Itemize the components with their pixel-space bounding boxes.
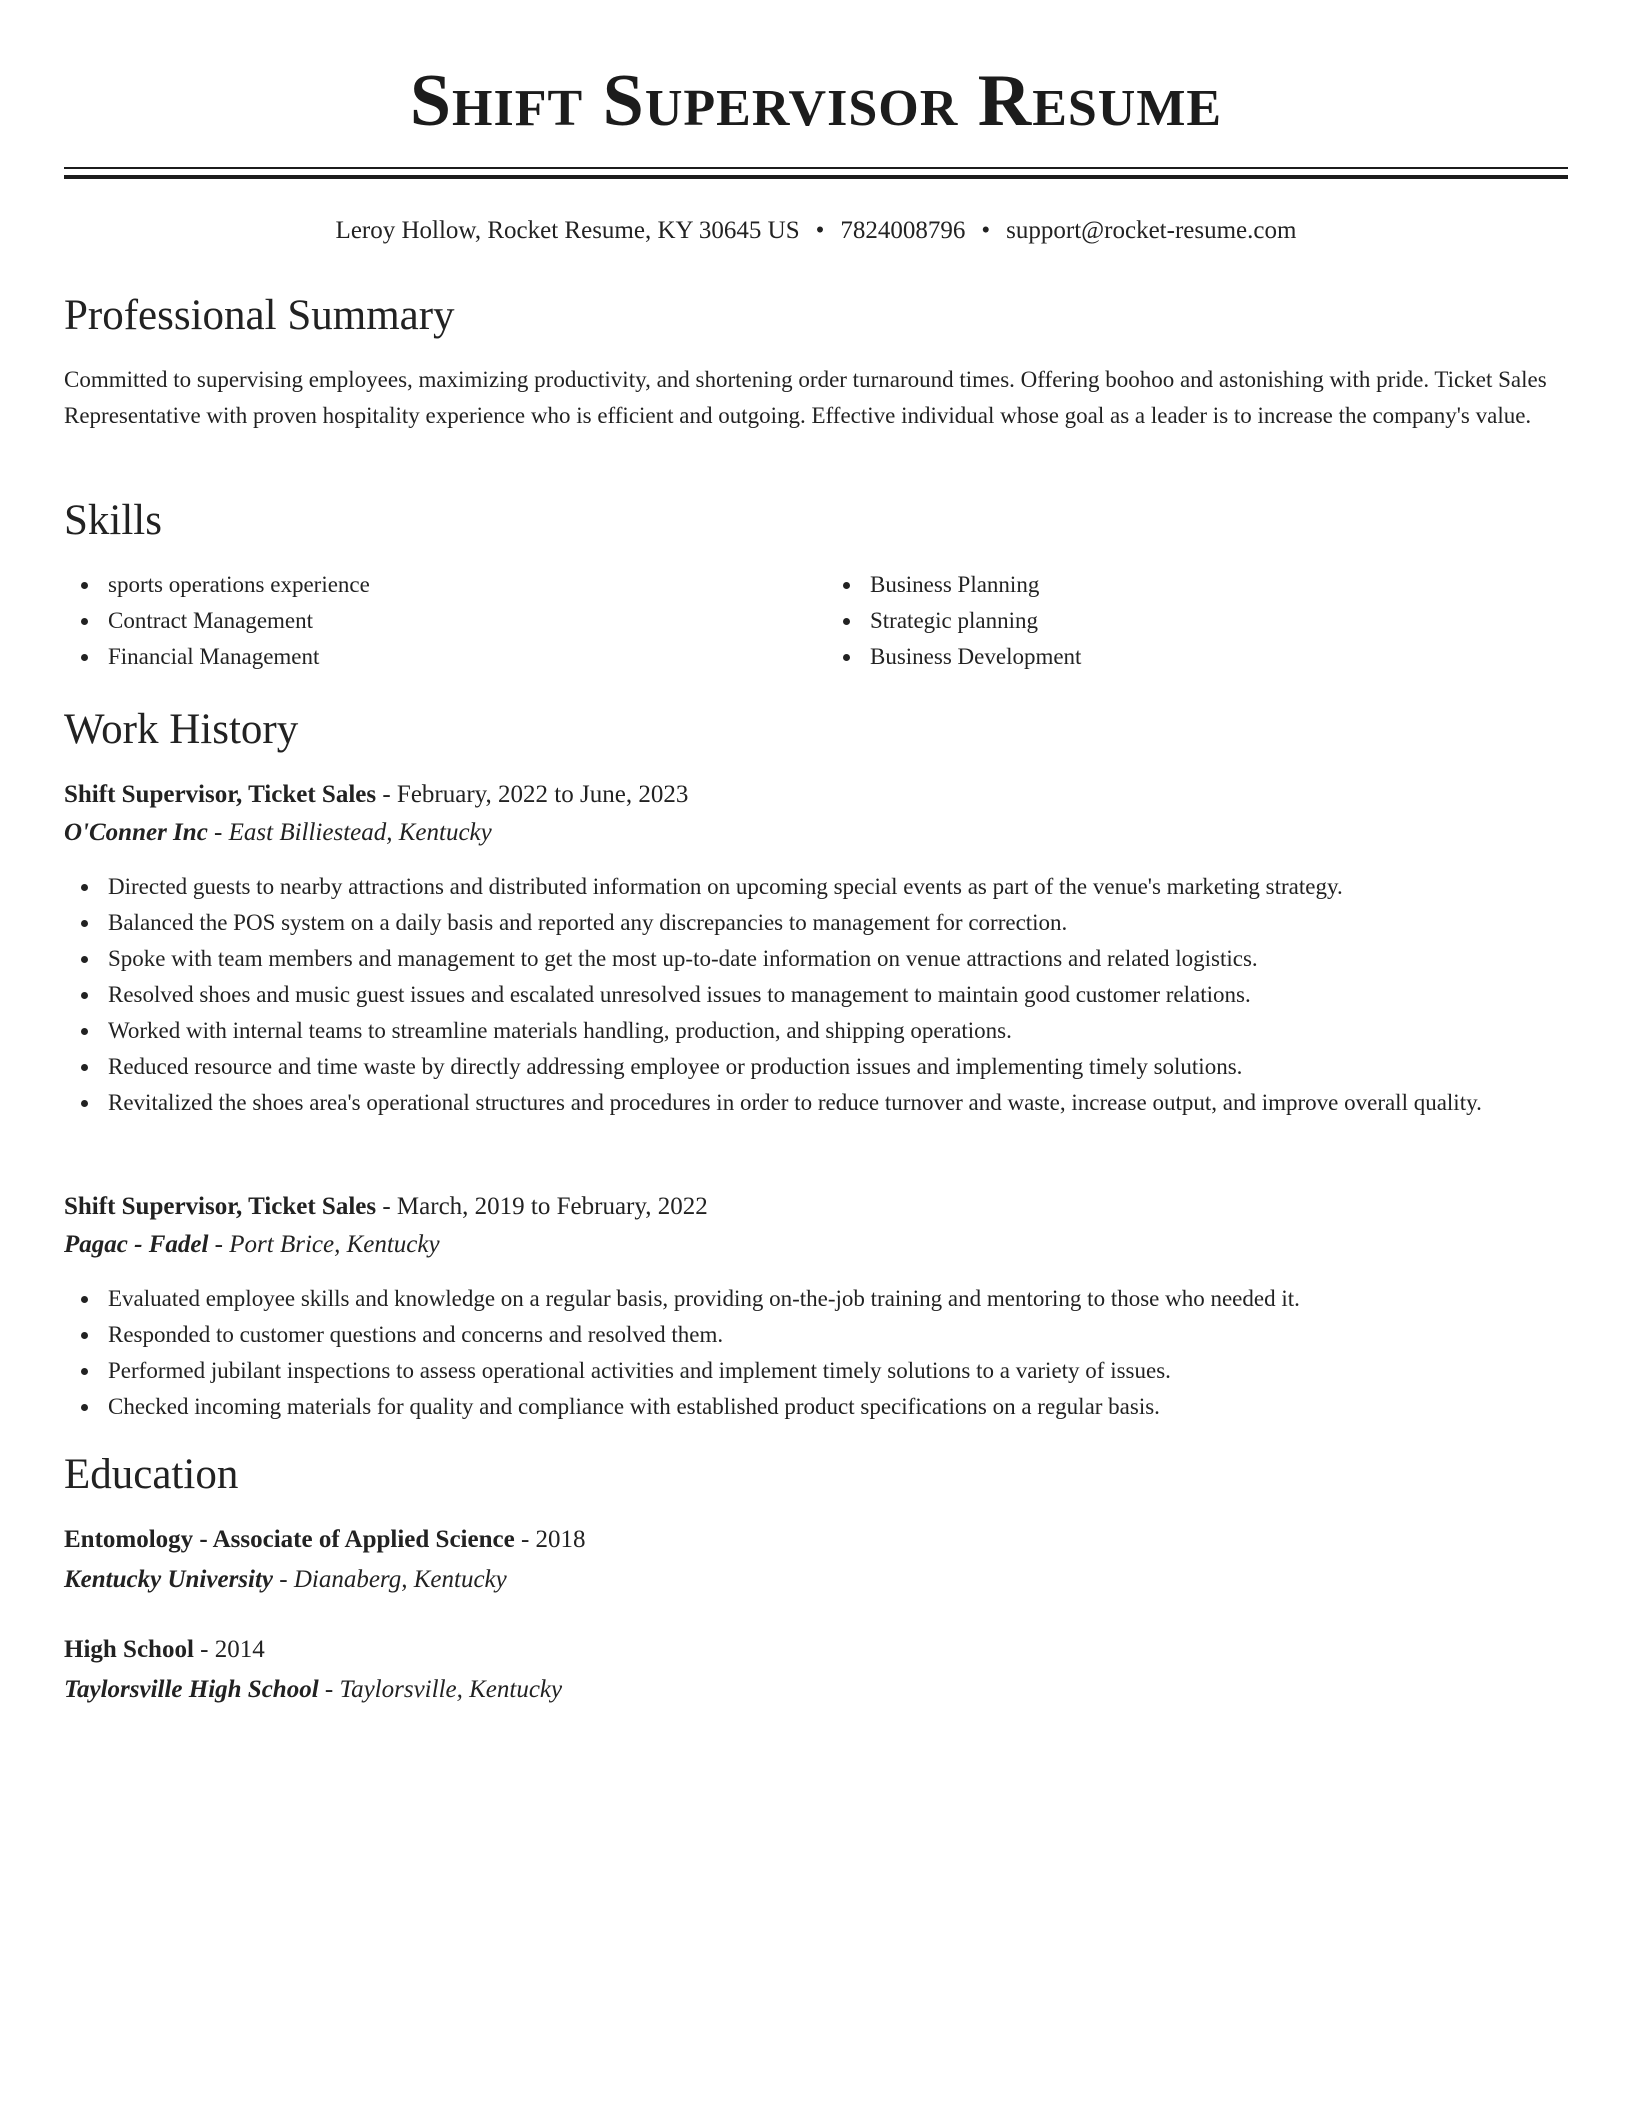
job-company-line: [64, 1227, 440, 1263]
contact-address: Leroy Hollow, Rocket Resume, KY 30645 US: [335, 217, 800, 244]
job-company: Pagac - Fadel: [64, 1231, 209, 1258]
job-dates: - February, 2022 to June, 2023: [376, 781, 689, 808]
job-bullet: Balanced the POS system on a daily basis and reported any discrepancies to management for correction.: [64, 905, 1568, 941]
skill-item: Strategic planning: [826, 603, 1568, 639]
job-bullet: Revitalized the shoes area's operational structures and procedures in order to reduce turnover and waste, increase output, and improve overall quality.: [64, 1085, 1568, 1121]
contact-line: [64, 214, 1568, 248]
education-location: - Dianaberg, Kentucky: [273, 1566, 507, 1593]
work-history-heading: Work History: [64, 706, 299, 753]
skill-item: Financial Management: [64, 639, 806, 675]
contact-separator: •: [981, 217, 991, 244]
education-location: - Taylorsville, Kentucky: [318, 1676, 563, 1703]
education-degree: Entomology - Associate of Applied Science: [64, 1526, 515, 1553]
job-bullet: Worked with internal teams to streamline materials handling, production, and shipping operations.: [64, 1013, 1568, 1049]
resume-page: [64, 0, 1568, 1703]
title-divider-thick: [64, 175, 1568, 179]
education-year: - 2014: [193, 1636, 265, 1663]
job-bullet: Evaluated employee skills and knowledge on a regular basis, providing on-the-job training and mentoring to those who needed it.: [64, 1281, 1568, 1317]
job-bullets: [64, 869, 1568, 1121]
skills-list: [64, 567, 1568, 675]
education-school: Kentucky University: [64, 1566, 274, 1593]
job-bullet: Responded to customer questions and concerns and resolved them.: [64, 1317, 1568, 1353]
contact-email: support@rocket-resume.com: [1006, 217, 1297, 244]
contact-phone: 7824008796: [840, 217, 966, 244]
job-title-line: [64, 777, 688, 813]
skills-heading: Skills: [64, 497, 162, 544]
contact-separator: •: [815, 217, 825, 244]
job-bullet: Resolved shoes and music guest issues and escalated unresolved issues to management to maintain good customer relations.: [64, 977, 1568, 1013]
job-bullet: Checked incoming materials for quality and compliance with established product specifications on a regular basis.: [64, 1389, 1568, 1425]
job-location: - East Billiestead, Kentucky: [207, 819, 492, 846]
job-company-line: [64, 815, 492, 851]
job-bullets: [64, 1281, 1568, 1425]
education-school-line: [64, 1672, 562, 1708]
skill-item: sports operations experience: [64, 567, 806, 603]
job-bullet: Spoke with team members and management to get the most up-to-date information on venue attractions and related logistics.: [64, 941, 1568, 977]
education-heading: Education: [64, 1451, 239, 1498]
job-bullet: Directed guests to nearby attractions and distributed information on upcoming special events as part of the venue's marketing strategy.: [64, 869, 1568, 905]
job-title-line: [64, 1189, 708, 1225]
resume-title: Shift Supervisor Resume: [409, 60, 1223, 142]
job-company: O'Conner Inc: [64, 819, 208, 846]
skill-item: Contract Management: [64, 603, 806, 639]
education-year: - 2018: [514, 1526, 586, 1553]
job-location: - Port Brice, Kentucky: [208, 1231, 440, 1258]
education-degree: High School: [64, 1636, 194, 1663]
skill-item: Business Planning: [826, 567, 1568, 603]
education-school: Taylorsville High School: [64, 1676, 319, 1703]
education-degree-line: [64, 1632, 265, 1668]
summary-heading: Professional Summary: [64, 292, 455, 339]
education-degree-line: [64, 1522, 586, 1558]
title-divider-thin: [64, 167, 1568, 169]
job-title: Shift Supervisor, Ticket Sales: [64, 1193, 377, 1220]
skill-item: Business Development: [826, 639, 1568, 675]
job-bullet: Performed jubilant inspections to assess operational activities and implement timely solutions to a variety of issues.: [64, 1353, 1568, 1389]
job-title: Shift Supervisor, Ticket Sales: [64, 781, 377, 808]
job-bullet: Reduced resource and time waste by directly addressing employee or production issues and implementing timely solutions.: [64, 1049, 1568, 1085]
summary-text: Committed to supervising employees, maximizing productivity, and shortening order turnaround times. Offering boohoo and astonishing with pride. Ticket Sales Representative with proven hospitality experience who is efficient and outgoing. Effective individual whose goal as a leader is to increase the company's value.: [64, 367, 1547, 428]
job-dates: - March, 2019 to February, 2022: [376, 1193, 708, 1220]
education-school-line: [64, 1562, 507, 1598]
